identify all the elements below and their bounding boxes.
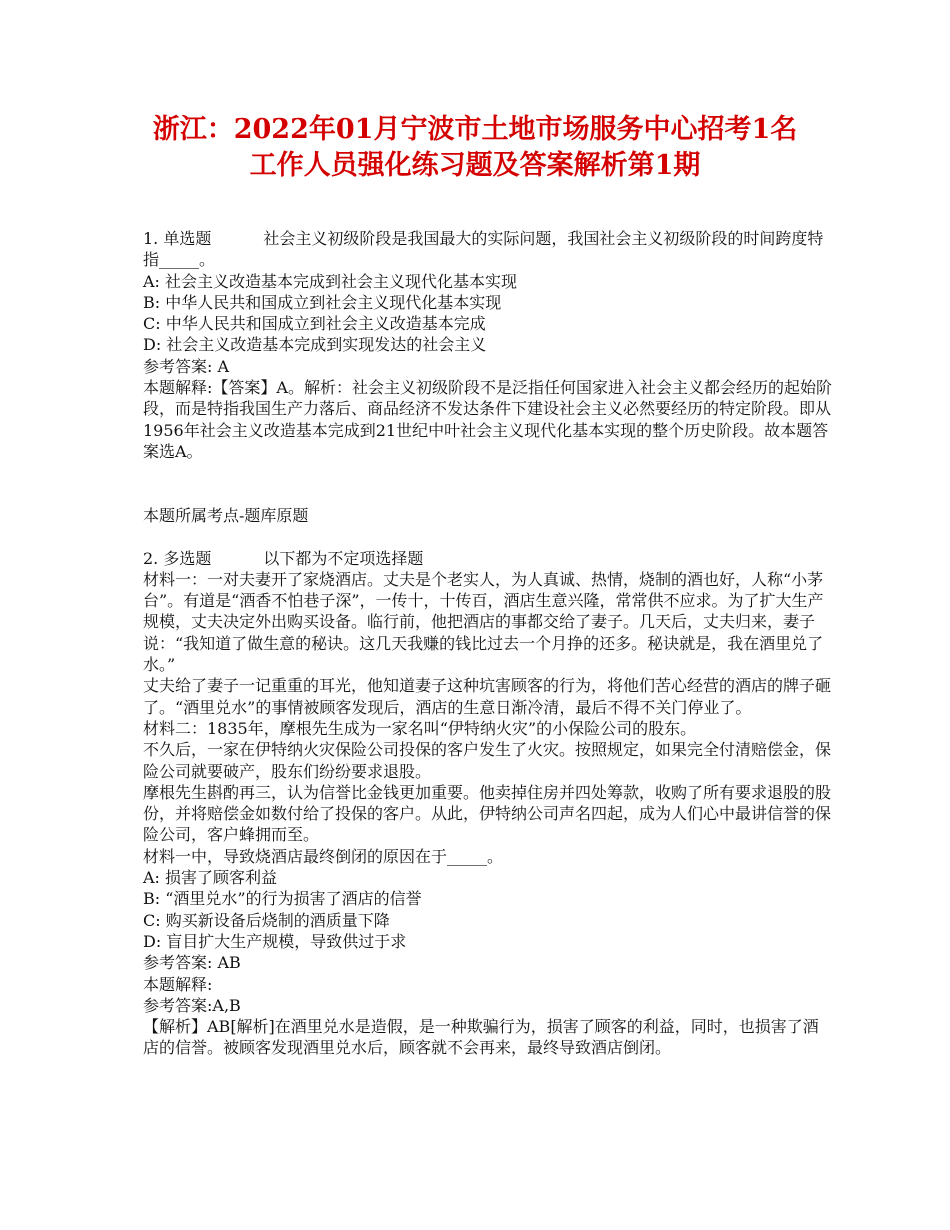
question-2-material-2b: 不久后，一家在伊特纳火灾保险公司投保的客户发生了火灾。按照规定，如果完全付清赔偿金，保险公司就要破产，股东们纷纷要求退股。	[143, 740, 832, 781]
question-2-material-1b: 丈夫给了妻子一记重重的耳光，他知道妻子这种坑害顾客的行为，将他们苦心经营的酒店的牌子砸了。“酒里兑水”的事情被顾客发现后，酒店的生意日渐冷清，最后不得不关门停业了。	[143, 676, 832, 717]
title-line-2: 工作人员强化练习题及答案解析第1期	[249, 150, 701, 181]
title-line-1: 浙江：2022年01月宁波市土地市场服务中心招考1名	[152, 114, 798, 145]
question-1-answer: 参考答案: A	[143, 356, 230, 376]
document-title	[120, 112, 830, 184]
question-1-header	[143, 228, 833, 271]
question-2-option-d: D: 盲目扩大生产规模，导致供过于求	[143, 931, 407, 951]
question-1-option-b: B: 中华人民共和国成立到社会主义现代化基本实现	[143, 292, 502, 312]
question-2-answer-ref: 参考答案:A,B	[143, 995, 241, 1015]
question-2-material-2a: 材料二：1835年，摩根先生成为一家名叫“伊特纳火灾”的小保险公司的股东。	[143, 718, 697, 738]
question-2-stem: 以下都为不定项选择题	[263, 548, 424, 568]
question-2-explanation-label: 本题解释:	[143, 974, 213, 994]
question-1-stem: 社会主义初级阶段是我国最大的实际问题，我国社会主义初级阶段的时间跨度特指_____。	[143, 229, 824, 270]
question-1-type: 1. 单选题	[143, 229, 212, 248]
question-2-material-1a: 材料一：一对夫妻开了家烧酒店。丈夫是个老实人，为人真诚、热情，烧制的酒也好，人称“小茅台”。有道是“酒香不怕巷子深”，一传十，十传百，酒店生意兴隆，常常供不应求。为了扩大生产规模，丈夫决定外出购买设备。临行前，他把酒店的事都交给了妻子。几天后，丈夫归来，妻子说：“我知道了做生意的秘诀。这几天我赚的钱比过去一个月挣的还多。秘诀就是，我在酒里兑了水。”	[143, 569, 824, 675]
question-2-type: 2. 多选题	[143, 548, 212, 568]
question-2-analysis: 【解析】AB[解析]在酒里兑水是造假，是一种欺骗行为，损害了顾客的利益，同时，也损害了酒店的信誉。被顾客发现酒里兑水后，顾客就不会再来，最终导致酒店倒闭。	[143, 1017, 819, 1058]
question-2-option-b: B: “酒里兑水”的行为损害了酒店的信誉	[143, 889, 422, 909]
question-1-category: 本题所属考点-题库原题	[143, 506, 309, 526]
question-1-option-d: D: 社会主义改造基本完成到实现发达的社会主义	[143, 335, 487, 355]
question-1-explanation: 本题解释:【答案】A。解析：社会主义初级阶段不是泛指任何国家进入社会主义都会经历的起始阶段，而是特指我国生产力落后、商品经济不发达条件下建设社会主义必然要经历的特定阶段。即从1956年社会主义改造基本完成到21世纪中叶社会主义现代化基本实现的整个历史阶段。故本题答案选A。	[143, 378, 832, 461]
question-2-prompt: 材料一中，导致烧酒店最终倒闭的原因在于_____。	[143, 846, 504, 866]
question-1-option-a: A: 社会主义改造基本完成到社会主义现代化基本实现	[143, 271, 518, 291]
document-body	[143, 228, 833, 1059]
question-2-answer: 参考答案: AB	[143, 953, 241, 973]
question-2-option-a: A: 损害了顾客利益	[143, 868, 278, 888]
question-1-option-c: C: 中华人民共和国成立到社会主义改造基本完成	[143, 314, 486, 334]
question-2-material-2c: 摩根先生斟酌再三，认为信誉比金钱更加重要。他卖掉住房并四处筹款，收购了所有要求退股的股份，并将赔偿金如数付给了投保的客户。从此，伊特纳公司声名四起，成为人们心中最讲信誉的保险公司，客户蜂拥而至。	[143, 782, 832, 845]
question-2-option-c: C: 购买新设备后烧制的酒质量下降	[143, 910, 390, 930]
question-2-header	[143, 548, 833, 569]
